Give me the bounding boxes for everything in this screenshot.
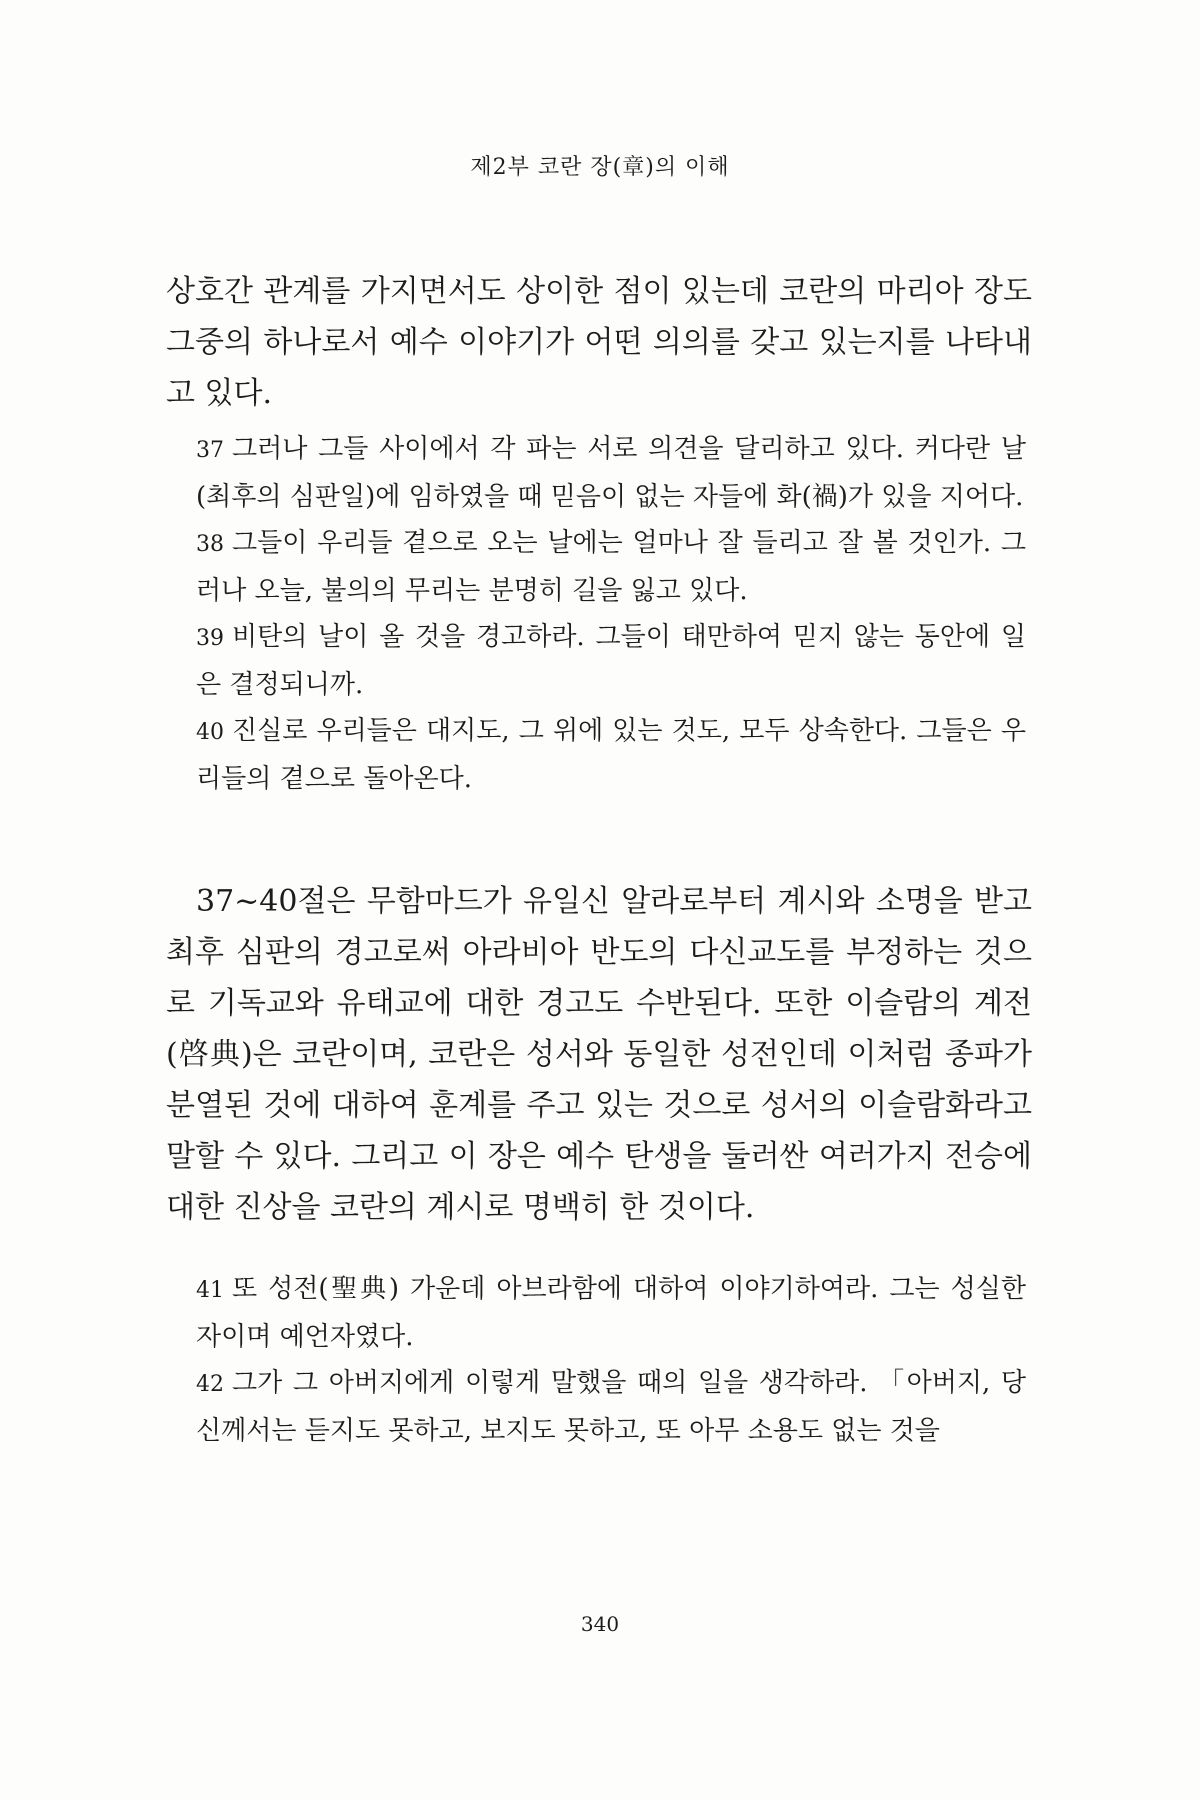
verse-41	[196, 1266, 1026, 1360]
intro-paragraph: 상호간 관계를 가지면서도 상이한 점이 있는데 코란의 마리아 장도 그중의 하나로서 예수 이야기가 어떤 의의를 갖고 있는지를 나타내고 있다.	[166, 274, 1032, 411]
verse-42	[196, 1360, 1026, 1454]
verse-text: 그들이 우리들 곁으로 오는 날에는 얼마나 잘 들리고 잘 볼 것인가. 그러나 오늘, 불의의 무리는 분명히 길을 잃고 있다.	[196, 528, 1026, 606]
verse-text: 그러나 그들 사이에서 각 파는 서로 의견을 달리하고 있다. 커다란 날(최후의 심판일)에 임하였을 때 믿음이 없는 자들에 화(禍)가 있을 지어다.	[196, 434, 1026, 512]
running-header: 제2부 코란 장(章)의 이해	[470, 155, 730, 180]
verse-text: 비탄의 날이 올 것을 경고하라. 그들이 태만하여 믿지 않는 동안에 일은 결정되니까.	[196, 622, 1026, 700]
page-number: 340	[580, 1612, 620, 1636]
verse-group-41-42	[196, 1266, 1026, 1454]
verse-number: 42	[196, 1372, 224, 1397]
verse-37	[196, 426, 1026, 520]
verse-text: 진실로 우리들은 대지도, 그 위에 있는 것도, 모두 상속한다. 그들은 우리들의 곁으로 돌아온다.	[196, 716, 1026, 794]
verse-39	[196, 614, 1026, 708]
verse-group-37-40	[196, 426, 1026, 802]
commentary-paragraph: 37~40절은 무함마드가 유일신 알라로부터 계시와 소명을 받고 최후 심판의 경고로써 아라비아 반도의 다신교도를 부정하는 것으로 기독교와 유태교에 대한 경고도 수반된다. 또한 이슬람의 계전(啓典)은 코란이며, 코란은 성서와 동일한 성전인데 이처럼 종파가 분열된 것에 대하여 훈계를 주고 있는 것으로 성서의 이슬람화라고 말할 수 있다. 그리고 이 장은 예수 탄생을 둘러싼 여러가지 전승에 대한 진상을 코란의 계시로 명백히 한 것이다.	[166, 884, 1032, 1225]
verse-number: 41	[196, 1278, 224, 1303]
verse-40	[196, 708, 1026, 802]
verse-number: 37	[196, 438, 224, 463]
verse-number: 40	[196, 720, 224, 745]
verse-number: 38	[196, 532, 224, 557]
verse-text: 또 성전(聖典) 가운데 아브라함에 대하여 이야기하여라. 그는 성실한 자이며 예언자였다.	[196, 1274, 1026, 1352]
verse-text: 그가 그 아버지에게 이렇게 말했을 때의 일을 생각하라. 「아버지, 당신께서는 듣지도 못하고, 보지도 못하고, 또 아무 소용도 없는 것을	[196, 1368, 1026, 1446]
intro-paragraph-block	[166, 266, 1032, 419]
commentary-block	[166, 876, 1032, 1233]
verse-38	[196, 520, 1026, 614]
verse-number: 39	[196, 626, 224, 651]
